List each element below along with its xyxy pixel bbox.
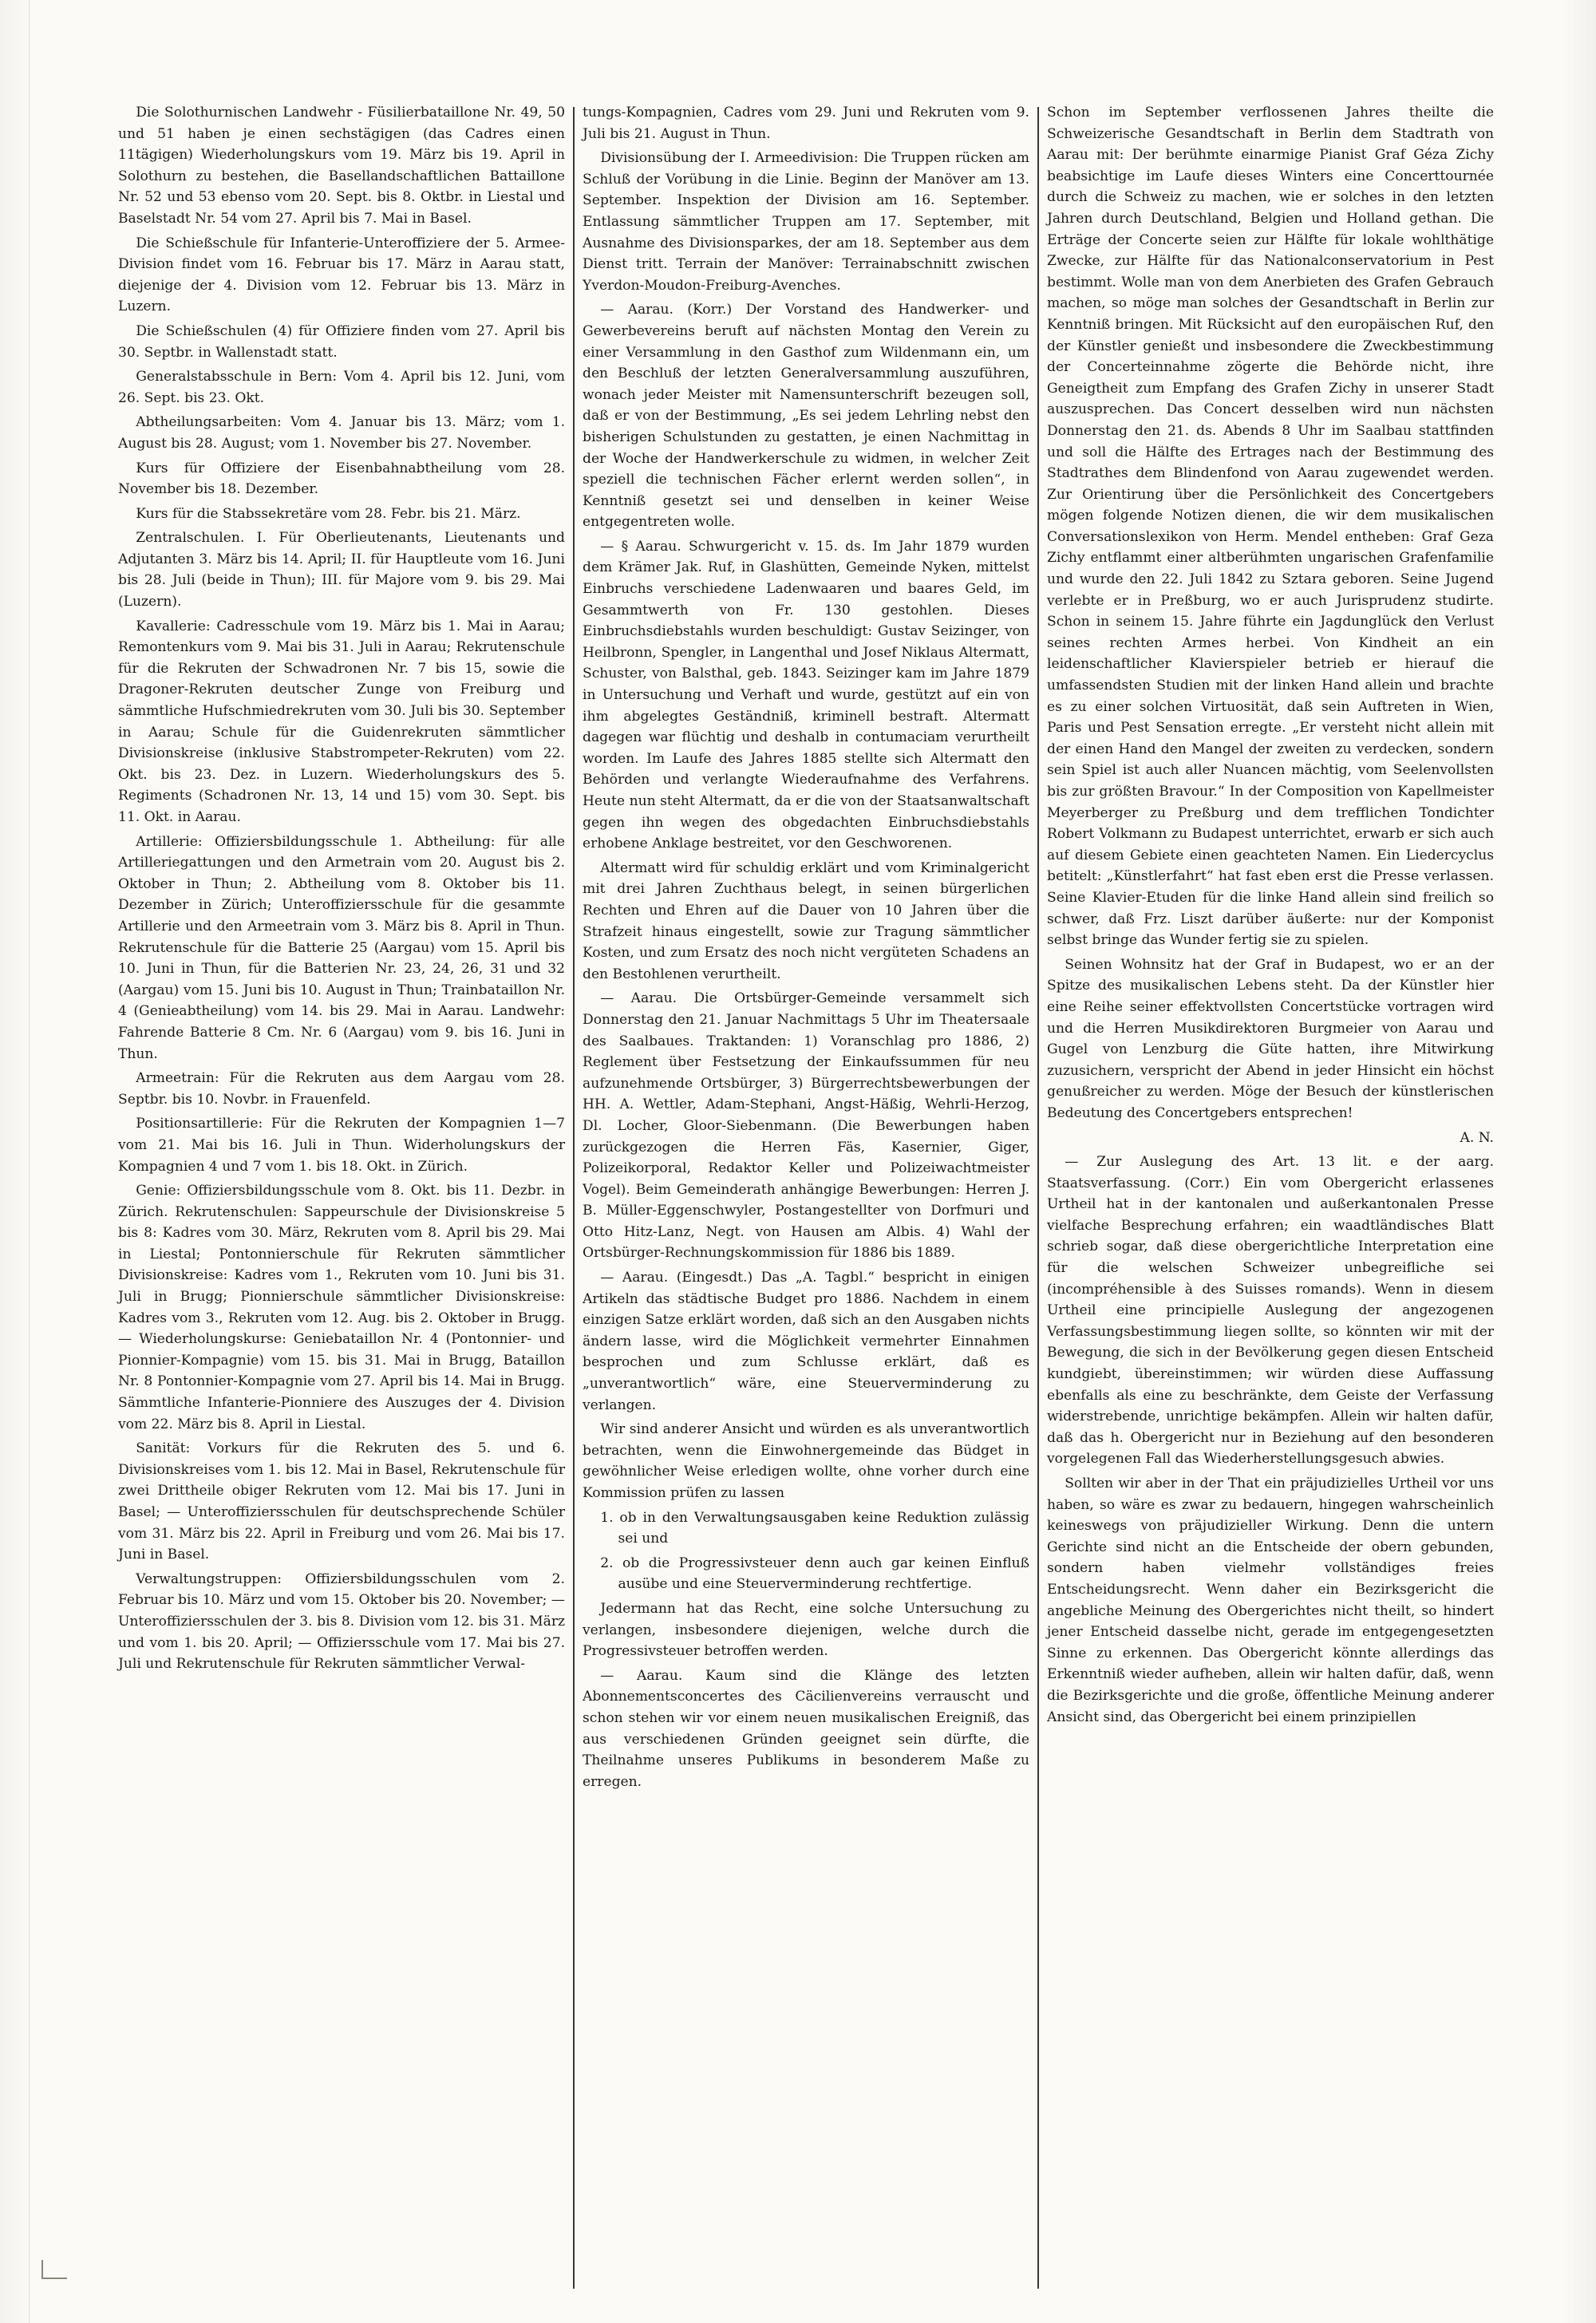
- article-paragraph: Sollten wir aber in der That ein präjudizielles Urtheil vor uns haben, so wäre es zwar zu bedauern, hingegen wahrscheinlich keineswegs von präjudizieller Wirkung. Denn die untern Gerichte sind nicht an die Entscheide der obern gebunden, sondern haben vielmehr vollständiges freies Entscheidungsrecht. Wenn daher ein Bezirksgericht die angebliche Meinung des Obergerichtes nicht theilt, so hindert jener Entscheid dasselbe nicht, gerade im entgegengesetzten Sinne zu erkennen. Das Obergericht könnte allerdings das Erkenntniß wieder aufheben, allein wir halten dafür, daß, wenn die Bezirksgerichte und die große, öffentliche Meinung anderer Ansicht sind, das Obergericht bei einem prinzipiellen: [1047, 1476, 1494, 1725]
- article-paragraph: Schon im September verflossenen Jahres theilte die Schweizerische Gesandtschaft in Berlin dem Stadtrath von Aarau mit: Der berühmte einarmige Pianist Graf Géza Zichy beabsichtige im Laufe dieses Winters eine Concerttournée durch die Schweiz zu machen, wie er solches in den letzten Jahren durch Deutschland, Belgien und Holland gethan. Die Erträge der Concerte seien zur Hälfte für lokale wohlthätige Zwecke, zur Hälfte für das Nationalconservatorium in Pest bestimmt. Wolle man von dem Anerbieten des Grafen Gebrauch machen, so möge man solches der Gesandtschaft in Berlin zur Kenntniß bringen. Mit Rücksicht auf den europäischen Ruf, den der Künstler genießt und insbesondere die Zweckbestimmung der Concerteinnahme zögerte die Behörde nicht, ihre Geneigtheit zum Empfang des Grafen Zichy in unserer Stadt auszusprechen. Das Concert desselben wird nun nächsten Donnerstag den 21. ds. Abends 8 Uhr im Saalbau stattfinden und soll die Hälfte des Ertrages nach der Bestimmung des Stadtrathes dem Blindenfond von Aarau zugewendet werden. Zur Orientirung über die Persönlichkeit des Concertgebers mögen folgende Notizen dienen, die wir dem musikalischen Conversationslexikon von Herm. Mendel entheben: Graf Geza Zichy entflammt einer altberühmten ungarischen Grafenfamilie und wurde den 22. Juli 1842 zu Sztara geboren. Seine Jugend verlebte er in Preßburg, wo er auch Jurisprudenz studirte. Schon in seinem 15. Jahre führte ein Jagdunglück den Verlust seines rechten Armes herbei. Von Kindheit an ein leidenschaftlicher Klavierspieler betrieb er hierauf die umfassendsten Studien mit der linken Hand allein und brachte es zu einer solchen Virtuosität, daß sein Auftreten in Wien, Paris und Pest Sensation erregte. „Er versteht nicht allein mit der einen Hand den Mangel der zweiten zu verdecken, sondern sein Spiel ist auch aller Nuancen mächtig, vom Seelenvollsten bis zur größten Bravour.“ In der Composition von Kapellmeister Meyerberger zu Preßburg und dem trefflichen Tondichter Robert Volkmann zu Budapest unterrichtet, erwarb er sich auch auf diesem Gebiete einen geachteten Namen. Ein Liedercyclus betitelt: „Künstlerfahrt“ hat fast eben erst die Presse verlassen. Seine Klavier-Etuden für die linke Hand allein sind freilich so schwer, daß Frz. Liszt darüber äußerte: nur der Komponist selbst bringe das Wunder fertig sie zu spielen.: [1047, 105, 1494, 949]
- article-paragraph: Genie: Offiziersbildungsschule vom 8. Okt. bis 11. Dezbr. in Zürich. Rekrutenschulen: Sappeurschule der Divisionskreise 5 bis 8: Kadres vom 30. März, Rekruten vom 8. April bis 29. Mai in Liestal; Pontonnierschule für Rekruten sämmtlicher Divisionskreise: Kadres vom 1., Rekruten vom 10. Juni bis 31. Juli in Brugg; Pionnierschule sämmtlicher Divisionskreise: Kadres vom 3., Rekruten vom 12. Aug. bis 2. Oktober in Brugg. — Wiederholungskurse: Geniebataillon Nr. 4 (Pontonnier- und Pionnier-Kompagnie) vom 15. bis 31. Mai in Brugg, Bataillon Nr. 8 Pontonnier-Kompagnie vom 27. April bis 14. Mai in Brugg. Sämmtliche Infanterie-Pionniere des Auszuges der 4. Division vom 22. März bis 8. April in Liestal.: [118, 1183, 565, 1432]
- article-paragraph: Verwaltungstruppen: Offiziersbildungsschulen vom 2. Februar bis 10. März und vom 15. Oktober bis 20. November; — Unteroffiziersschulen der 3. bis 8. Division vom 12. bis 31. März und vom 1. bis 20. April; — Offiziersschule vom 17. Mai bis 27. Juli und Rekrutenschule für Rekruten sämmtlicher Verwal-: [118, 1570, 565, 1673]
- page-edge-shadow: [29, 0, 30, 2323]
- article-paragraph: — Zur Auslegung des Art. 13 lit. e der aarg. Staatsverfassung. (Corr.) Ein vom Obergericht erlassenes Urtheil hat in der kantonalen und außerkantonalen Presse vielfache Besprechung erfahren; ein waadtländisches Blatt schrieb sogar, daß diese obergerichtliche Interpretation eine für die welschen Schweizer unbegreifliche sei (incompréhensible à des Suisses romands). Wenn in diesem Urtheil eine principielle Auslegung der angezogenen Verfassungsbestimmung liegen sollte, so könnten wir mit der Bewegung, die sich in der Bevölkerung gegen diesen Entscheid kundgiebt, übereinstimmen; wir würden diese Auffassung ebenfalls als eine zu beschränkte, dem Geiste der Verfassung widerstrebende, unrichtige bekämpfen. Allein wir halten dafür, daß das h. Obergericht nur in Beziehung auf den besonderen vorgelegenen Fall das Wiederherstellungsgesuch abwies.: [1047, 1154, 1494, 1468]
- article-paragraph: Divisionsübung der I. Armeedivision: Die Truppen rücken am Schluß der Vorübung in die Linie. Beginn der Manöver am 13. September. Inspektion der Division am 16. September. Entlassung sämmtlicher Truppen am 17. September, mit Ausnahme des Divisionsparkes, der am 18. September aus dem Dienst tritt. Terrain der Manöver: Terrainabschnitt zwischen Yverdon-Moudon-Freiburg-Avenches.: [583, 150, 1029, 294]
- column-1: [112, 102, 571, 2289]
- column-2: [576, 102, 1036, 2289]
- article-paragraph: Zentralschulen. I. Für Oberlieutenants, Lieutenants und Adjutanten 3. März bis 14. April; II. für Hauptleute vom 16. Juni bis 28. Juli (beide in Thun); III. für Majore vom 9. bis 29. Mai (Luzern).: [118, 530, 565, 610]
- article-paragraph: Seinen Wohnsitz hat der Graf in Budapest, wo er an der Spitze des musikalischen Lebens steht. Da der Künstler hier eine Reihe seiner effektvollsten Concertstücke vortragen wird und die Herren Musikdirektoren Burgmeier von Aarau und Gugel von Lenzburg die Güte hatten, ihre Mitwirkung zuzusichern, verspricht der Abend in jeder Hinsicht ein höchst genußreicher zu werden. Möge der Besuch der künstlerischen Bedeutung des Concertgebers entsprechen!: [1047, 956, 1494, 1121]
- list-item: 2. ob die Progressivsteuer denn auch gar keinen Einfluß ausübe und eine Steuerverminderung rechtfertige.: [600, 1555, 1029, 1593]
- article-paragraph: — Aarau. (Eingesdt.) Das „A. Tagbl.“ bespricht in einigen Artikeln das städtische Budget pro 1886. Nachdem in einem einzigen Satze erklärt worden, daß sich an den Ausgaben nichts ändern lasse, wird die Möglichkeit vermehrter Einnahmen besprochen und zum Schlusse erklärt, daß es „unverantwortlich“ wäre, eine Steuerverminderung zu verlangen.: [583, 1270, 1029, 1413]
- column-3: [1041, 102, 1500, 2289]
- article-paragraph: Armeetrain: Für die Rekruten aus dem Aargau vom 28. Septbr. bis 10. Novbr. in Frauenfeld.: [118, 1070, 565, 1108]
- text-columns: [112, 102, 1510, 2289]
- author-signature: A. N.: [1460, 1129, 1494, 1146]
- crop-mark: [41, 2260, 67, 2279]
- article-paragraph: Die Schießschulen (4) für Offiziere finden vom 27. April bis 30. Septbr. in Wallenstadt statt.: [118, 322, 565, 361]
- article-paragraph: Kurs für die Stabssekretäre vom 28. Febr. bis 21. März.: [136, 505, 521, 522]
- article-paragraph: Wir sind anderer Ansicht und würden es als unverantwortlich betrachten, wenn die Einwohnergemeinde das Büdget in gewöhnlicher Weise erledigen wollte, ohne vorher durch eine Kommission prüfen zu lassen: [583, 1421, 1029, 1501]
- article-paragraph: — § Aarau. Schwurgericht v. 15. ds. Im Jahr 1879 wurden dem Krämer Jak. Ruf, in Glashütten, Gemeinde Nyken, mittelst Einbruchs verschiedene Ladenwaaren und baares Geld, im Gesammtwerth von Fr. 130 gestohlen. Dieses Einbruchsdiebstahls wurden beschuldigt: Gustav Seizinger, von Heilbronn, Spengler, in Langenthal und Josef Niklaus Altermatt, Schuster, von Balsthal, geb. 1843. Seizinger kam im Jahre 1879 in Untersuchung und Verhaft und wurde, gestützt auf ein von ihm abgelegtes Geständniß, kriminell bestraft. Altermatt dagegen war flüchtig und deshalb in contumaciam verurtheilt worden. Im Laufe des Jahres 1885 stellte sich Altermatt den Behörden und verlangte Wiederaufnahme des Verfahrens. Heute nun steht Altermatt, da er die von der Staatsanwaltschaft gegen ihn wegen des obgedachten Einbruchsdiebstahls erhobene Anklage bestreitet, vor den Geschworenen.: [583, 538, 1029, 852]
- article-paragraph: Die Schießschule für Infanterie-Unteroffiziere der 5. Armee-Division findet vom 16. Februar bis 17. März in Aarau statt, diejenige der 4. Division vom 12. Februar bis 13. März in Luzern.: [118, 235, 565, 315]
- list-item: 1. ob in den Verwaltungsausgaben keine Reduktion zulässig sei und: [600, 1509, 1029, 1547]
- article-paragraph: Kavallerie: Cadresschule vom 19. März bis 1. Mai in Aarau; Remontenkurs vom 9. Mai bis 31. Juli in Aarau; Rekrutenschule für die Rekruten der Schwadronen Nr. 7 bis 15, sowie die Dragoner-Rekruten deutscher Zunge von Freiburg und sämmtliche Hufschmiedrekruten vom 30. Juli bis 30. September in Aarau; Schule für die Guidenrekruten sämmtlicher Divisionskreise (inklusive Stabstrompeter-Rekruten) vom 22. Okt. bis 23. Dez. in Luzern. Wiederholungskurs des 5. Regiments (Schadronen Nr. 13, 14 und 15) vom 30. Sept. bis 11. Okt. in Aarau.: [118, 618, 565, 825]
- article-paragraph: Generalstabsschule in Bern: Vom 4. April bis 12. Juni, vom 26. Sept. bis 23. Okt.: [118, 369, 565, 406]
- article-paragraph: tungs-Kompagnien, Cadres vom 29. Juni und Rekruten vom 9. Juli bis 21. August in Thun.: [583, 105, 1029, 142]
- article-paragraph: Sanität: Vorkurs für die Rekruten des 5. und 6. Divisionskreises vom 1. bis 12. Mai in Basel, Rekrutenschule für zwei Drittheile obiger Rekruten vom 12. Mai bis 17. Juni in Basel; — Unteroffiziersschulen für deutschsprechende Schüler vom 31. März bis 22. April in Freiburg und vom 26. Mai bis 17. Juni in Basel.: [118, 1440, 565, 1563]
- article-paragraph: — Aarau. (Korr.) Der Vorstand des Handwerker- und Gewerbevereins beruft auf nächsten Montag den Verein zu einer Versammlung in den Gasthof zum Wildenmann ein, um den Beschluß der letzten Generalversammlung auszuführen, wonach jeder Meister mit Namensunterschrift bezeugen soll, daß er von der Bestimmung, „Es sei jedem Lehrling nebst den bisherigen Schulstunden zu gestatten, je einen Nachmittag in der Woche der Handwerkerschule zu widmen, in welcher Zeit speziell die technischen Fächer erlernt werden sollen“, in Kenntniß gesetzt sei und denselben in keiner Weise entgegentreten wolle.: [583, 302, 1029, 531]
- article-paragraph: Artillerie: Offiziersbildungsschule 1. Abtheilung: für alle Artilleriegattungen und den Armetrain vom 20. August bis 2. Oktober in Thun; 2. Abtheilung vom 8. Oktober bis 11. Dezember in Zürich; Unteroffiziersschule für die gesammte Artillerie und den Armeetrain vom 3. März bis 8. April in Thun. Rekrutenschule für die Batterie 25 (Aargau) vom 15. April bis 10. Juni in Thun, für die Batterien Nr. 23, 24, 26, 31 und 32 (Aargau) vom 15. Juni bis 10. August in Thun; Trainbataillon Nr. 4 (Genieabtheilung) vom 14. bis 29. Mai in Aarau. Landwehr: Fahrende Batterie 8 Cm. Nr. 6 (Aargau) vom 9. bis 16. Juni in Thun.: [118, 833, 565, 1062]
- article-paragraph: Jedermann hat das Recht, eine solche Untersuchung zu verlangen, insbesondere diejenigen, welche durch die Progressivsteuer betroffen werden.: [583, 1600, 1029, 1660]
- article-paragraph: Positionsartillerie: Für die Rekruten der Kompagnien 1—7 vom 21. Mai bis 16. Juli in Thun. Widerholungskurs der Kompagnien 4 und 7 vom 1. bis 18. Okt. in Zürich.: [118, 1116, 565, 1175]
- article-paragraph: — Aarau. Die Ortsbürger-Gemeinde versammelt sich Donnerstag den 21. Januar Nachmittags 5 Uhr im Theatersaale des Saalbaues. Traktanden: 1) Voranschlag pro 1886, 2) Reglement über Festsetzung der Einkaufssummen für neu aufzunehmende Ortsbürger, 3) Bürgerrechtsbewerbungen der HH. A. Wettler, Adam-Stephani, Angst-Häßig, Wehrli-Herzog, Dl. Locher, Gloor-Siebenmann. (Die Bewerbungen haben zurückgezogen die Herren Fäs, Kasernier, Giger, Polizeikorporal, Redaktor Keller und Polizeiwachtmeister Vogel). Beim Gemeinderath anhängige Bewerbungen: Herren J. B. Müller-Eggenschwyler, Postangestellter von Dorfmuri und Otto Hitz-Lanz, Negt. von Hausen am Albis. 4) Wahl der Ortsbürger-Rechnungskommission für 1886 bis 1889.: [583, 990, 1029, 1262]
- article-paragraph: Die Solothurnischen Landwehr - Füsilierbataillone Nr. 49, 50 und 51 haben je einen sechstägigen (das Cadres einen 11tägigen) Wiederholungskurs vom 19. März bis 19. April in Solothurn zu bestehen, die Basellandschaftlichen Battaillone Nr. 52 und 53 ebenso vom 20. Sept. bis 8. Oktbr. in Liestal und Baselstadt Nr. 54 vom 27. April bis 7. Mai in Basel.: [118, 105, 565, 227]
- article-paragraph: Altermatt wird für schuldig erklärt und vom Kriminalgericht mit drei Jahren Zuchthaus belegt, in seinen bürgerlichen Rechten und Ehren auf die Dauer von 10 Jahren über die Strafzeit hinaus eingestellt, sowie zur Tragung sämmtlicher Kosten, und zum Ersatz des noch nicht vergüteten Schadens an den Bestohlenen verurtheilt.: [583, 859, 1029, 982]
- article-paragraph: Abtheilungsarbeiten: Vom 4. Januar bis 13. März; vom 1. August bis 28. August; vom 1. November bis 27. November.: [118, 414, 565, 452]
- article-paragraph: Kurs für Offiziere der Eisenbahnabtheilung vom 28. November bis 18. Dezember.: [118, 460, 565, 498]
- article-paragraph: — Aarau. Kaum sind die Klänge des letzten Abonnementsconcertes des Cäcilienvereins verrauscht und schon stehen wir vor einem neuen musikalischen Ereigniß, das aus verschiedenen Gründen geeignet sein dürfte, die Theilnahme unseres Publikums in besonderem Maße zu erregen.: [583, 1667, 1029, 1790]
